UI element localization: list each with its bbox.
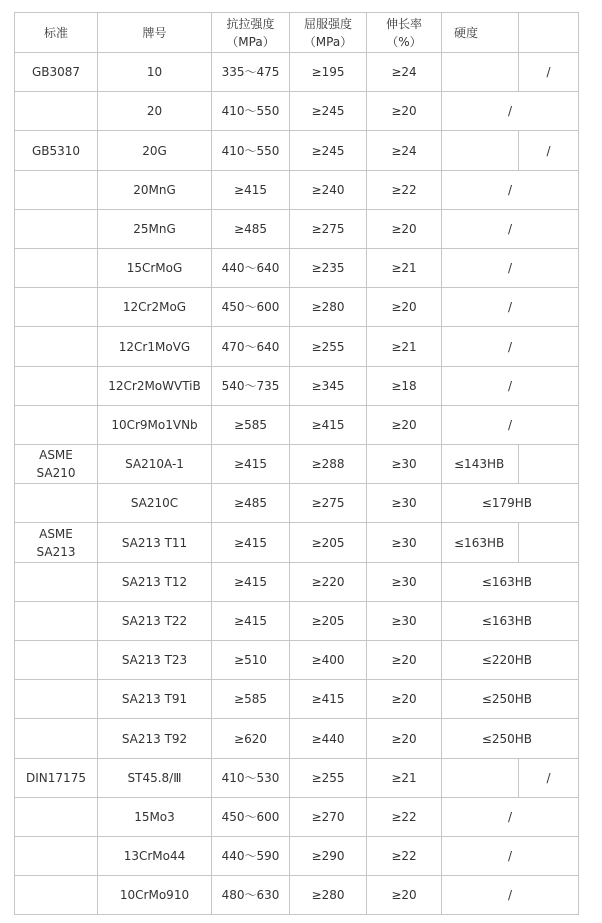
grade-cell: 15CrMoG bbox=[97, 248, 212, 288]
yield-cell: ≥280 bbox=[289, 287, 367, 327]
standard-cell bbox=[14, 562, 98, 602]
hardness-cell: / bbox=[518, 758, 579, 798]
grade-cell: 12Cr2MoG bbox=[97, 287, 212, 327]
hardness-cell: / bbox=[518, 52, 579, 92]
standard-cell: GB5310 bbox=[14, 130, 98, 171]
grade-cell: 10 bbox=[97, 52, 212, 92]
header-hardness: 硬度 bbox=[441, 12, 519, 53]
tensile-cell: ≥585 bbox=[211, 405, 290, 445]
header-grade: 牌号 bbox=[97, 12, 212, 53]
yield-cell: ≥240 bbox=[289, 170, 367, 210]
yield-cell: ≥280 bbox=[289, 875, 367, 915]
elongation-cell: ≥22 bbox=[366, 836, 442, 876]
grade-cell: SA210A-1 bbox=[97, 444, 212, 484]
elongation-cell: ≥21 bbox=[366, 758, 442, 798]
elongation-cell: ≥30 bbox=[366, 522, 442, 563]
hardness-cell: / bbox=[441, 836, 579, 876]
grade-cell: SA213 T12 bbox=[97, 562, 212, 602]
grade-cell: SA213 T22 bbox=[97, 601, 212, 641]
yield-cell: ≥245 bbox=[289, 91, 367, 131]
standard-cell bbox=[14, 836, 98, 876]
yield-cell: ≥255 bbox=[289, 758, 367, 798]
yield-cell: ≥440 bbox=[289, 718, 367, 759]
hardness-cell: / bbox=[441, 248, 579, 288]
yield-cell: ≥288 bbox=[289, 444, 367, 484]
elongation-cell: ≥20 bbox=[366, 287, 442, 327]
standard-cell bbox=[14, 679, 98, 719]
hardness-cell: / bbox=[441, 91, 579, 131]
header-elongation: 伸长率 （%） bbox=[366, 12, 442, 53]
elongation-cell: ≥30 bbox=[366, 483, 442, 523]
standard-cell: DIN17175 bbox=[14, 758, 98, 798]
tensile-cell: ≥415 bbox=[211, 522, 290, 563]
standard-cell: ASME SA213 bbox=[14, 522, 98, 563]
yield-cell: ≥205 bbox=[289, 601, 367, 641]
standard-cell bbox=[14, 483, 98, 523]
grade-cell: ST45.8/Ⅲ bbox=[97, 758, 212, 798]
hardness-cell: ≤220HB bbox=[441, 640, 579, 680]
elongation-cell: ≥21 bbox=[366, 248, 442, 288]
elongation-cell: ≥24 bbox=[366, 130, 442, 171]
standard-cell bbox=[14, 248, 98, 288]
elongation-cell: ≥20 bbox=[366, 640, 442, 680]
header-yield-strength: 屈服强度 （MPa） bbox=[289, 12, 367, 53]
yield-cell: ≥255 bbox=[289, 326, 367, 367]
tensile-cell: 450～600 bbox=[211, 287, 290, 327]
yield-cell: ≥290 bbox=[289, 836, 367, 876]
hardness-cell: ≤163HB bbox=[441, 522, 519, 563]
tensile-cell: ≥620 bbox=[211, 718, 290, 759]
hardness-cell: / bbox=[441, 405, 579, 445]
yield-cell: ≥345 bbox=[289, 366, 367, 406]
hardness-extra-cell bbox=[441, 758, 519, 798]
elongation-cell: ≥30 bbox=[366, 444, 442, 484]
tensile-cell: ≥485 bbox=[211, 483, 290, 523]
hardness-cell: / bbox=[441, 797, 579, 837]
elongation-cell: ≥20 bbox=[366, 679, 442, 719]
hardness-cell: ≤250HB bbox=[441, 679, 579, 719]
grade-cell: 20G bbox=[97, 130, 212, 171]
hardness-cell: / bbox=[441, 287, 579, 327]
header-tensile-strength: 抗拉强度 （MPa） bbox=[211, 12, 290, 53]
tensile-cell: 410～550 bbox=[211, 91, 290, 131]
standard-cell bbox=[14, 718, 98, 759]
hardness-cell: ≤143HB bbox=[441, 444, 519, 484]
yield-cell: ≥270 bbox=[289, 797, 367, 837]
tensile-cell: ≥485 bbox=[211, 209, 290, 249]
standard-cell bbox=[14, 91, 98, 131]
grade-cell: SA213 T11 bbox=[97, 522, 212, 563]
yield-cell: ≥220 bbox=[289, 562, 367, 602]
grade-cell: 15Mo3 bbox=[97, 797, 212, 837]
hardness-cell: ≤250HB bbox=[441, 718, 579, 759]
grade-cell: SA213 T23 bbox=[97, 640, 212, 680]
hardness-cell: / bbox=[441, 366, 579, 406]
tensile-cell: ≥415 bbox=[211, 562, 290, 602]
standard-cell bbox=[14, 601, 98, 641]
yield-cell: ≥195 bbox=[289, 52, 367, 92]
grade-cell: 12Cr1MoVG bbox=[97, 326, 212, 367]
grade-cell: 10Cr9Mo1VNb bbox=[97, 405, 212, 445]
standard-cell bbox=[14, 287, 98, 327]
elongation-cell: ≥24 bbox=[366, 52, 442, 92]
elongation-cell: ≥20 bbox=[366, 405, 442, 445]
hardness-cell: / bbox=[441, 326, 579, 367]
yield-cell: ≥235 bbox=[289, 248, 367, 288]
grade-cell: SA210C bbox=[97, 483, 212, 523]
standard-cell: GB3087 bbox=[14, 52, 98, 92]
hardness-extra-cell bbox=[441, 52, 519, 92]
standard-cell bbox=[14, 170, 98, 210]
elongation-cell: ≥22 bbox=[366, 797, 442, 837]
yield-cell: ≥415 bbox=[289, 679, 367, 719]
yield-cell: ≥275 bbox=[289, 483, 367, 523]
hardness-extra-cell bbox=[518, 444, 579, 484]
hardness-cell: / bbox=[441, 209, 579, 249]
tensile-cell: 440～590 bbox=[211, 836, 290, 876]
yield-cell: ≥275 bbox=[289, 209, 367, 249]
standard-cell bbox=[14, 366, 98, 406]
header-empty-cell bbox=[518, 12, 579, 53]
standard-cell bbox=[14, 797, 98, 837]
hardness-cell: ≤179HB bbox=[441, 483, 579, 523]
tensile-cell: 410～550 bbox=[211, 130, 290, 171]
standard-cell bbox=[14, 405, 98, 445]
tensile-cell: 335～475 bbox=[211, 52, 290, 92]
grade-cell: SA213 T92 bbox=[97, 718, 212, 759]
header-standard: 标准 bbox=[14, 12, 98, 53]
grade-cell: 10CrMo910 bbox=[97, 875, 212, 915]
standard-cell: ASME SA210 bbox=[14, 444, 98, 484]
grade-cell: 13CrMo44 bbox=[97, 836, 212, 876]
tensile-cell: ≥415 bbox=[211, 444, 290, 484]
hardness-cell: / bbox=[441, 170, 579, 210]
standard-cell bbox=[14, 209, 98, 249]
tensile-cell: 440～640 bbox=[211, 248, 290, 288]
hardness-cell: / bbox=[518, 130, 579, 171]
elongation-cell: ≥30 bbox=[366, 601, 442, 641]
tensile-cell: 480～630 bbox=[211, 875, 290, 915]
tensile-cell: ≥415 bbox=[211, 601, 290, 641]
elongation-cell: ≥20 bbox=[366, 209, 442, 249]
elongation-cell: ≥30 bbox=[366, 562, 442, 602]
tensile-cell: 470～640 bbox=[211, 326, 290, 367]
elongation-cell: ≥21 bbox=[366, 326, 442, 367]
hardness-extra-cell bbox=[441, 130, 519, 171]
tensile-cell: ≥510 bbox=[211, 640, 290, 680]
grade-cell: 25MnG bbox=[97, 209, 212, 249]
elongation-cell: ≥20 bbox=[366, 875, 442, 915]
elongation-cell: ≥18 bbox=[366, 366, 442, 406]
yield-cell: ≥400 bbox=[289, 640, 367, 680]
grade-cell: SA213 T91 bbox=[97, 679, 212, 719]
standard-cell bbox=[14, 640, 98, 680]
yield-cell: ≥415 bbox=[289, 405, 367, 445]
grade-cell: 12Cr2MoWVTiB bbox=[97, 366, 212, 406]
tensile-cell: ≥585 bbox=[211, 679, 290, 719]
tensile-cell: 410～530 bbox=[211, 758, 290, 798]
elongation-cell: ≥20 bbox=[366, 91, 442, 131]
hardness-cell: / bbox=[441, 875, 579, 915]
yield-cell: ≥205 bbox=[289, 522, 367, 563]
hardness-cell: ≤163HB bbox=[441, 601, 579, 641]
grade-cell: 20 bbox=[97, 91, 212, 131]
elongation-cell: ≥20 bbox=[366, 718, 442, 759]
elongation-cell: ≥22 bbox=[366, 170, 442, 210]
tensile-cell: 450～600 bbox=[211, 797, 290, 837]
standard-cell bbox=[14, 326, 98, 367]
tensile-cell: 540～735 bbox=[211, 366, 290, 406]
hardness-cell: ≤163HB bbox=[441, 562, 579, 602]
yield-cell: ≥245 bbox=[289, 130, 367, 171]
grade-cell: 20MnG bbox=[97, 170, 212, 210]
standard-cell bbox=[14, 875, 98, 915]
hardness-extra-cell bbox=[518, 522, 579, 563]
tensile-cell: ≥415 bbox=[211, 170, 290, 210]
